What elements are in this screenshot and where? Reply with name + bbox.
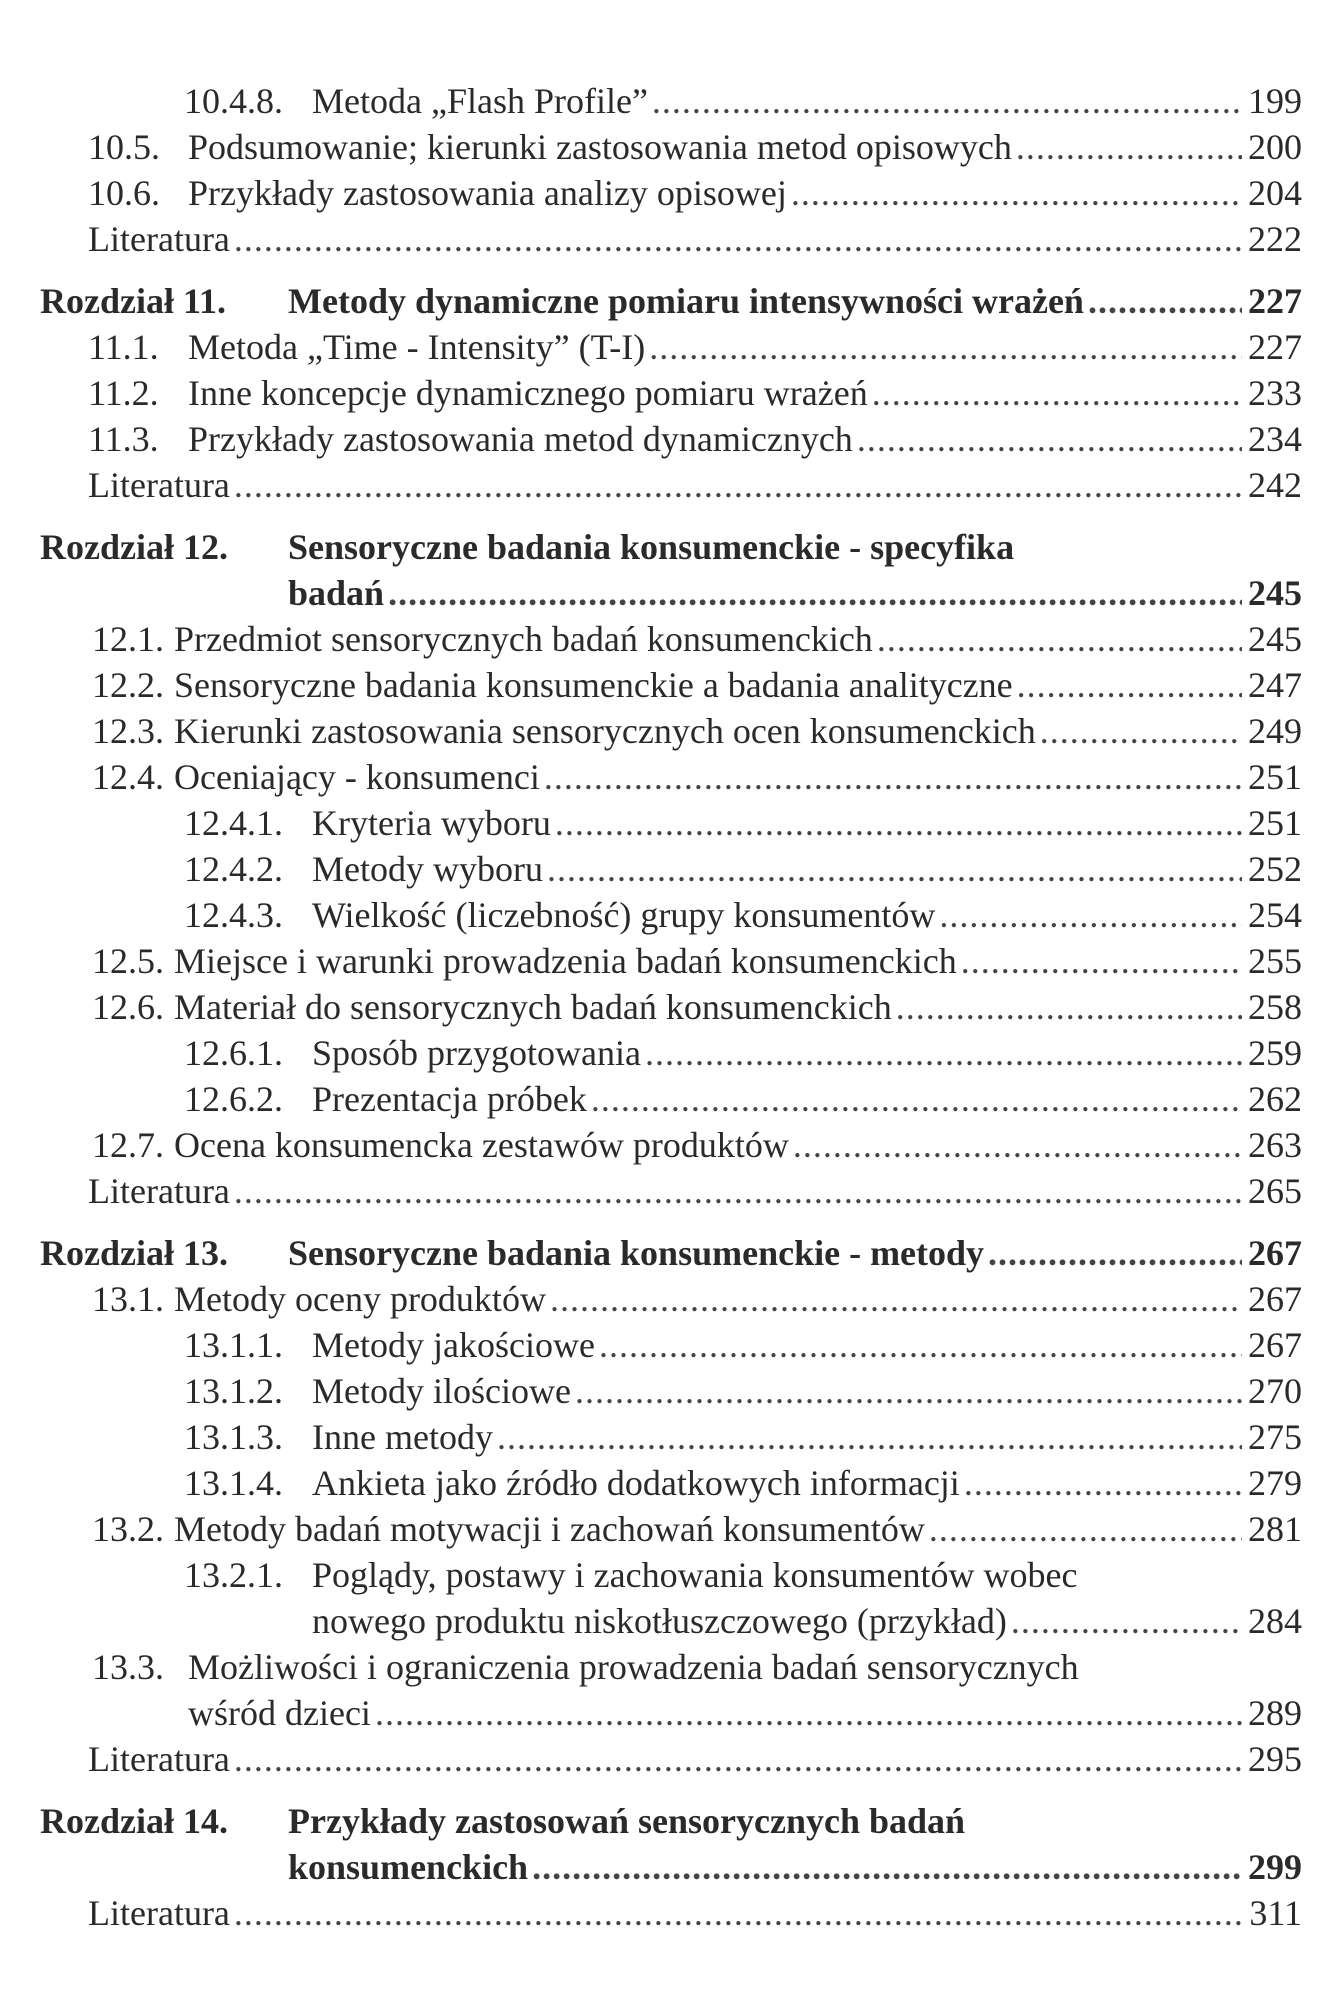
toc-entry[interactable]	[40, 1460, 1302, 1506]
chapter-page: 245	[1248, 573, 1302, 613]
dot-leader	[857, 416, 1242, 462]
entry-title: Miejsce i warunki prowadzenia badań konsumenckich	[174, 941, 957, 981]
entry-page: 199	[1248, 81, 1302, 121]
dot-leader	[544, 754, 1242, 800]
entry-page: 247	[1248, 665, 1302, 705]
entry-number: 10.6.	[88, 173, 160, 213]
dot-leader	[1011, 1598, 1242, 1644]
chapter-title: Metody dynamiczne pomiaru intensywności wrażeń	[288, 281, 1084, 321]
entry-page: 204	[1248, 173, 1302, 213]
dot-leader	[599, 1322, 1242, 1368]
entry-page: 249	[1248, 711, 1302, 751]
entry-title: Sposób przygotowania	[312, 1033, 641, 1073]
chapter-heading-line2[interactable]	[40, 1844, 1302, 1890]
chapter-page: 267	[1248, 1233, 1302, 1273]
toc-entry[interactable]	[40, 1506, 1302, 1552]
dot-leader	[877, 616, 1242, 662]
chapter-title-cont: konsumenckich	[288, 1847, 529, 1887]
entry-page: 234	[1248, 419, 1302, 459]
entry-number: 13.1.3.	[184, 1417, 283, 1457]
entry-title: Metoda „Flash Profile”	[312, 81, 648, 121]
entry-title: Kierunki zastosowania sensorycznych ocen konsumenckich	[174, 711, 1036, 751]
toc-entry[interactable]	[40, 370, 1302, 416]
chapter-page: 227	[1248, 281, 1302, 321]
toc-literatura[interactable]	[40, 1168, 1302, 1214]
dot-leader	[550, 1276, 1242, 1322]
dot-leader	[234, 462, 1242, 508]
dot-leader	[652, 78, 1242, 124]
entry-title: Literatura	[88, 219, 230, 259]
dot-leader	[532, 1844, 1242, 1890]
entry-title: Metody jakościowe	[312, 1325, 595, 1365]
chapter-14	[40, 1798, 1302, 1890]
toc-entry[interactable]	[40, 984, 1302, 1030]
entry-title-cont: wśród dzieci	[188, 1693, 371, 1733]
toc-entry[interactable]	[40, 846, 1302, 892]
entry-title: Przykłady zastosowania metod dynamicznych	[188, 419, 853, 459]
dot-leader	[1016, 124, 1242, 170]
entry-number: 11.3.	[88, 419, 159, 459]
entry-title: Przykłady zastosowania analizy opisowej	[188, 173, 787, 213]
entry-title: Metody oceny produktów	[174, 1279, 546, 1319]
entry-number: 12.6.1.	[184, 1033, 283, 1073]
dot-leader	[234, 1736, 1242, 1782]
dot-leader	[939, 892, 1242, 938]
entry-page: 245	[1248, 619, 1302, 659]
entry-number: 12.4.	[92, 757, 164, 797]
entry-title: Literatura	[88, 1893, 230, 1933]
chapter-11	[40, 278, 1302, 324]
entry-title-cont: nowego produktu niskotłuszczowego (przykład)	[312, 1601, 1007, 1641]
entry-title: Literatura	[88, 1739, 230, 1779]
entry-page: 265	[1248, 1171, 1302, 1211]
dot-leader	[497, 1414, 1242, 1460]
entry-title: Literatura	[88, 1171, 230, 1211]
toc-entry[interactable]	[40, 892, 1302, 938]
entry-page: 270	[1248, 1371, 1302, 1411]
chapter-13	[40, 1230, 1302, 1276]
toc-entry[interactable]	[40, 170, 1302, 216]
dot-leader	[575, 1368, 1242, 1414]
entry-title: Metody wyboru	[312, 849, 543, 889]
toc-entry[interactable]	[40, 1322, 1302, 1368]
chapter-label: Rozdział 14.	[40, 1801, 228, 1841]
entry-title: Oceniający - konsumenci	[174, 757, 540, 797]
entry-number: 13.2.	[92, 1509, 164, 1549]
entry-page: 267	[1248, 1325, 1302, 1365]
toc-literatura[interactable]	[40, 216, 1302, 262]
chapter-page: 299	[1248, 1847, 1302, 1887]
entry-title: Przedmiot sensorycznych badań konsumenckich	[174, 619, 873, 659]
toc-entry[interactable]	[40, 78, 1302, 124]
entry-page: 242	[1248, 465, 1302, 505]
table-of-contents	[40, 78, 1302, 1936]
toc-entry[interactable]	[40, 1368, 1302, 1414]
dot-leader	[388, 570, 1242, 616]
entry-page: 252	[1248, 849, 1302, 889]
toc-literatura[interactable]	[40, 1736, 1302, 1782]
chapter-heading-line1[interactable]	[40, 524, 1302, 570]
chapter-heading-line2[interactable]	[40, 570, 1302, 616]
toc-entry-13-2-1-line2[interactable]	[40, 1598, 1302, 1644]
entry-page: 227	[1248, 327, 1302, 367]
entry-number: 10.5.	[88, 127, 160, 167]
entry-title: Podsumowanie; kierunki zastosowania metod opisowych	[188, 127, 1012, 167]
chapter-title: Sensoryczne badania konsumenckie - specyfika	[288, 527, 1015, 567]
toc-entry[interactable]	[40, 124, 1302, 170]
entry-number: 13.3.	[92, 1647, 164, 1687]
entry-number: 13.1.2.	[184, 1371, 283, 1411]
toc-entry[interactable]	[40, 1414, 1302, 1460]
entry-title: Możliwości i ograniczenia prowadzenia badań sensorycznych	[188, 1647, 1079, 1687]
entry-number: 12.6.	[92, 987, 164, 1027]
toc-entry[interactable]	[40, 416, 1302, 462]
chapter-label: Rozdział 12.	[40, 527, 228, 567]
entry-title: Inne metody	[312, 1417, 493, 1457]
entry-page: 200	[1248, 127, 1302, 167]
entry-number: 13.2.1.	[184, 1555, 283, 1595]
dot-leader	[964, 1460, 1242, 1506]
entry-title: Poglądy, postawy i zachowania konsumentów wobec	[312, 1555, 1078, 1595]
entry-number: 12.1.	[92, 619, 164, 659]
chapter-title: Sensoryczne badania konsumenckie - metody	[288, 1233, 985, 1273]
entry-title: Materiał do sensorycznych badań konsumenckich	[174, 987, 892, 1027]
dot-leader	[791, 170, 1242, 216]
entry-title: Ocena konsumencka zestawów produktów	[174, 1125, 789, 1165]
dot-leader	[929, 1506, 1242, 1552]
entry-page: 251	[1248, 803, 1302, 843]
entry-page: 262	[1248, 1079, 1302, 1119]
dot-leader	[591, 1076, 1242, 1122]
dot-leader	[234, 1890, 1242, 1936]
entry-title: Inne koncepcje dynamicznego pomiaru wrażeń	[188, 373, 868, 413]
toc-entry[interactable]	[40, 324, 1302, 370]
entry-number: 11.1.	[88, 327, 159, 367]
toc-entry-13-2-1-line1[interactable]	[40, 1552, 1302, 1598]
entry-title: Metody badań motywacji i zachowań konsumentów	[174, 1509, 925, 1549]
entry-page: 254	[1248, 895, 1302, 935]
chapter-heading[interactable]	[40, 278, 1302, 324]
toc-entry[interactable]	[40, 1030, 1302, 1076]
entry-number: 12.4.3.	[184, 895, 283, 935]
entry-number: 11.2.	[88, 373, 159, 413]
dot-leader	[1017, 662, 1242, 708]
toc-entry[interactable]	[40, 754, 1302, 800]
entry-title: Prezentacja próbek	[312, 1079, 587, 1119]
dot-leader	[555, 800, 1242, 846]
dot-leader	[234, 1168, 1242, 1214]
dot-leader	[872, 370, 1242, 416]
entry-number: 12.6.2.	[184, 1079, 283, 1119]
entry-page: 281	[1248, 1509, 1302, 1549]
dot-leader	[793, 1122, 1242, 1168]
entry-page: 233	[1248, 373, 1302, 413]
toc-entry-13-3-line2[interactable]	[40, 1690, 1302, 1736]
dot-leader	[896, 984, 1242, 1030]
toc-entry[interactable]	[40, 800, 1302, 846]
dot-leader	[988, 1230, 1242, 1276]
entry-page: 284	[1248, 1601, 1302, 1641]
entry-number: 13.1.1.	[184, 1325, 283, 1365]
entry-title: Literatura	[88, 465, 230, 505]
entry-page: 263	[1248, 1125, 1302, 1165]
chapter-12	[40, 524, 1302, 616]
entry-page: 222	[1248, 219, 1302, 259]
entry-page: 311	[1249, 1893, 1302, 1933]
entry-number: 13.1.4.	[184, 1463, 283, 1503]
chapter-title: Przykłady zastosowań sensorycznych badań	[288, 1801, 966, 1841]
entry-number: 12.3.	[92, 711, 164, 751]
entry-page: 275	[1248, 1417, 1302, 1457]
dot-leader	[1088, 278, 1242, 324]
dot-leader	[645, 1030, 1242, 1076]
entry-title: Ankieta jako źródło dodatkowych informacji	[312, 1463, 960, 1503]
dot-leader	[649, 324, 1242, 370]
entry-page: 295	[1248, 1739, 1302, 1779]
entry-title: Wielkość (liczebność) grupy konsumentów	[312, 895, 936, 935]
toc-entry[interactable]	[40, 1122, 1302, 1168]
entry-number: 12.4.1.	[184, 803, 283, 843]
chapter-label: Rozdział 13.	[40, 1233, 228, 1273]
dot-leader	[375, 1690, 1242, 1736]
entry-number: 12.7.	[92, 1125, 164, 1165]
toc-entry[interactable]	[40, 708, 1302, 754]
entry-number: 12.5.	[92, 941, 164, 981]
entry-title: Kryteria wyboru	[312, 803, 551, 843]
entry-page: 258	[1248, 987, 1302, 1027]
entry-number: 13.1.	[92, 1279, 164, 1319]
chapter-label: Rozdział 11.	[40, 281, 226, 321]
entry-title: Sensoryczne badania konsumenckie a badania analityczne	[174, 665, 1013, 705]
dot-leader	[1040, 708, 1242, 754]
entry-title: Metody ilościowe	[312, 1371, 571, 1411]
toc-literatura[interactable]	[40, 462, 1302, 508]
toc-entry[interactable]	[40, 616, 1302, 662]
toc-entry-13-3-line1[interactable]	[40, 1644, 1302, 1690]
chapter-heading[interactable]	[40, 1230, 1302, 1276]
toc-literatura[interactable]	[40, 1890, 1302, 1936]
entry-page: 289	[1248, 1693, 1302, 1733]
entry-title: Metoda „Time - Intensity” (T-I)	[188, 327, 646, 367]
chapter-title-cont: badań	[288, 573, 385, 613]
entry-number: 10.4.8.	[184, 81, 283, 121]
dot-leader	[547, 846, 1242, 892]
entry-number: 12.2.	[92, 665, 164, 705]
toc-entry[interactable]	[40, 1076, 1302, 1122]
entry-page: 251	[1248, 757, 1302, 797]
entry-page: 255	[1248, 941, 1302, 981]
entry-number: 12.4.2.	[184, 849, 283, 889]
toc-entry[interactable]	[40, 938, 1302, 984]
toc-entry[interactable]	[40, 1276, 1302, 1322]
dot-leader	[234, 216, 1242, 262]
toc-entry[interactable]	[40, 662, 1302, 708]
dot-leader	[961, 938, 1242, 984]
chapter-heading-line1[interactable]	[40, 1798, 1302, 1844]
entry-page: 267	[1248, 1279, 1302, 1319]
entry-page: 279	[1248, 1463, 1302, 1503]
entry-page: 259	[1248, 1033, 1302, 1073]
